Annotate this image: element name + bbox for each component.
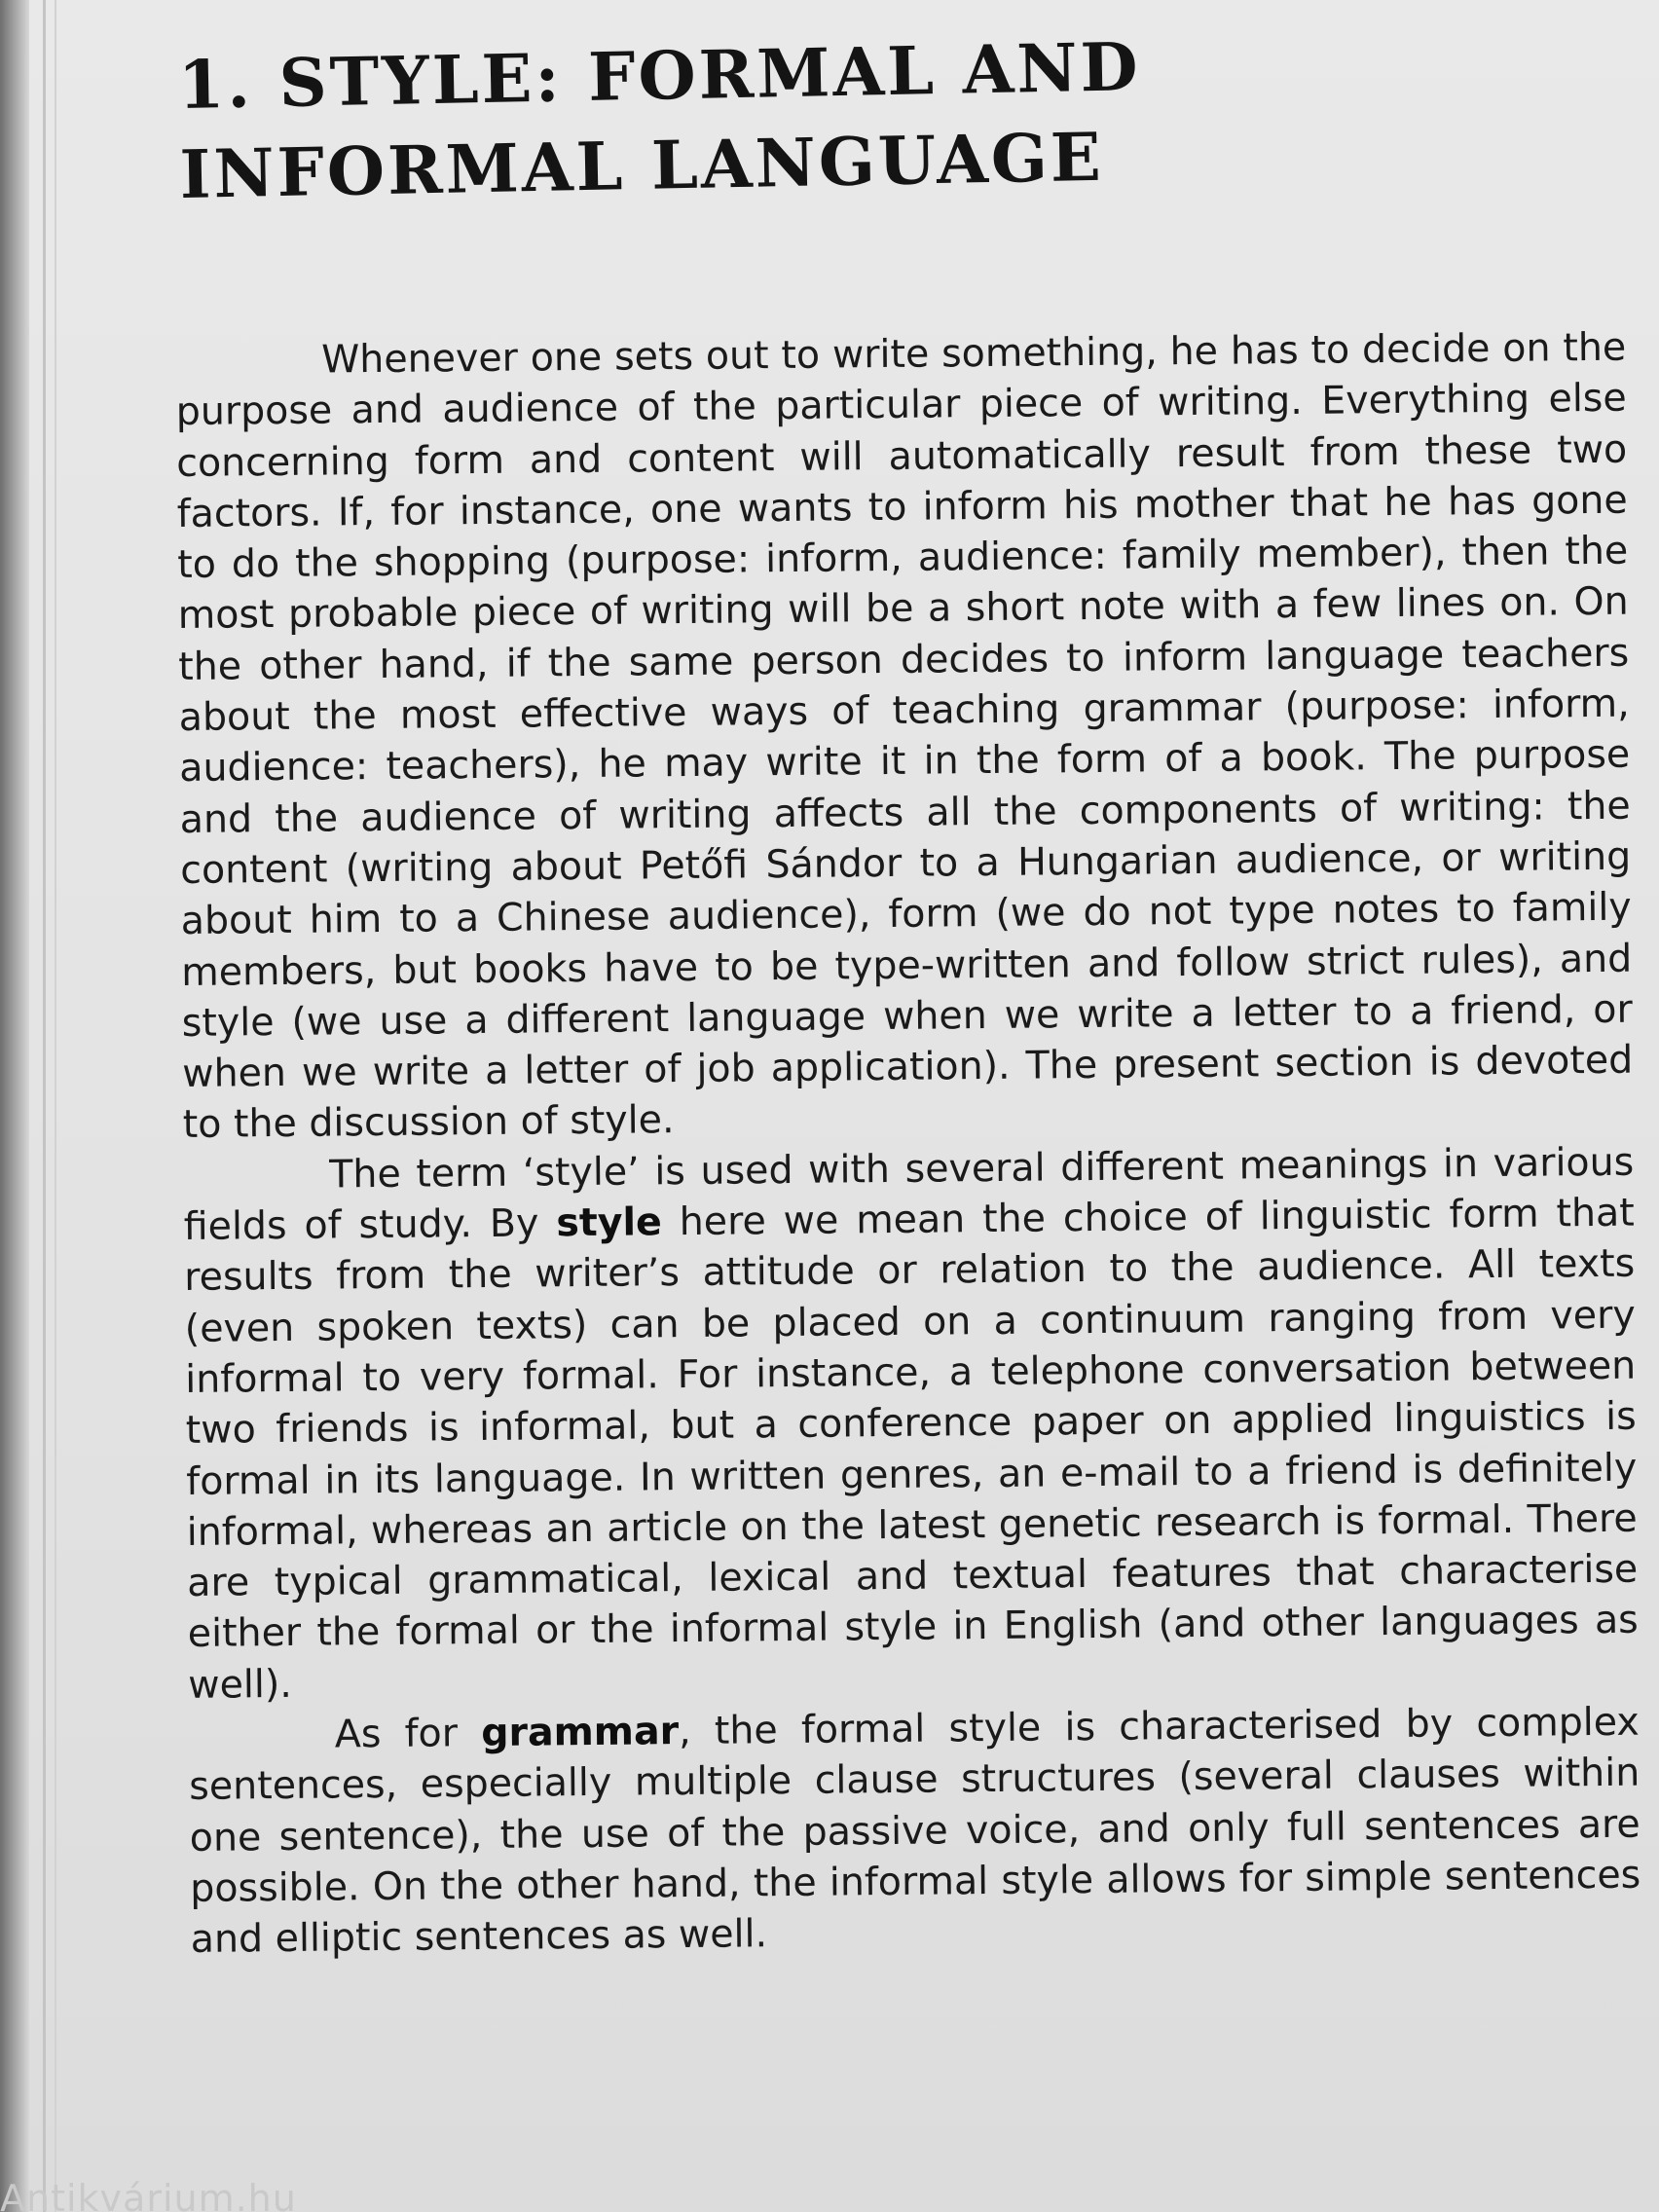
paragraph-3-text-start: As for — [334, 1711, 482, 1757]
watermark: Antikvárium.hu — [0, 2177, 297, 2212]
page-edge-line — [43, 0, 46, 2212]
term-grammar: grammar — [481, 1709, 680, 1756]
paragraph-3 — [189, 1697, 1641, 1966]
paragraph-2 — [183, 1136, 1639, 1711]
term-style: style — [556, 1199, 663, 1246]
body-text — [175, 322, 1641, 1966]
paragraph-2-text-end: here we mean the choice of linguistic form that results from the writer’s attitude or relation to the audience. All texts (even spoken texts) can be placed on a continuum ranging from very informal to very formal. For instance, a telephone conversation between two friends is informal, but a conference paper on applied linguistics is formal in its language. In written genres, an e-mail to a friend is definitely informal, whereas an article on the latest genetic research is formal. There are typical grammatical, lexical and textual features that characterise either the formal or the informal style in English (and other languages as well). — [184, 1190, 1639, 1708]
chapter-title — [177, 18, 1348, 220]
chapter-title-line-1: 1. STYLE: FORMAL AND — [177, 28, 1142, 125]
chapter-title-line-2: INFORMAL LANGUAGE — [178, 118, 1105, 214]
paragraph-3-text-end: , the formal style is characterised by complex sentences, especially multiple clause structures (several clauses within one sentence), the use of the passive voice, and only full sentences are possible. On the other hand, the informal style allows for simple sentences and elliptic sentences as well. — [189, 1699, 1641, 1963]
page-edge-line-inner — [55, 0, 56, 2212]
paragraph-1: Whenever one sets out to write something, he has to decide on the purpose and audience of the particular piece of writing. Everything else concerning form and content will automatically result from these two factors. If, for instance, one wants to inform his mother that he has gone to do the shopping (purpose: inform, audience: family member), then the most probable piece of writing will be a short note with a few lines on. On the other hand, if the same person decides to inform language teachers about the most effective ways of teaching grammar (purpose: inform, audience: teachers), he may write it in the form of a book. The purpose and the audience of writing affects all the components of writing: the content (writing about Petőfi Sándor to a Hungarian audience, or writing about him to a Chinese audience), form (we do not type notes to family members, but books have to be type-written and follow strict rules), and style (we use a different language when we write a letter to a friend, or when we write a letter of job application). The present section is devoted to the discussion of style. — [175, 324, 1634, 1148]
page-gutter-shadow — [0, 0, 29, 2212]
paragraph-2-text-start: The term ‘style’ is used with several different meanings in various fields of study. By — [183, 1139, 1635, 1250]
